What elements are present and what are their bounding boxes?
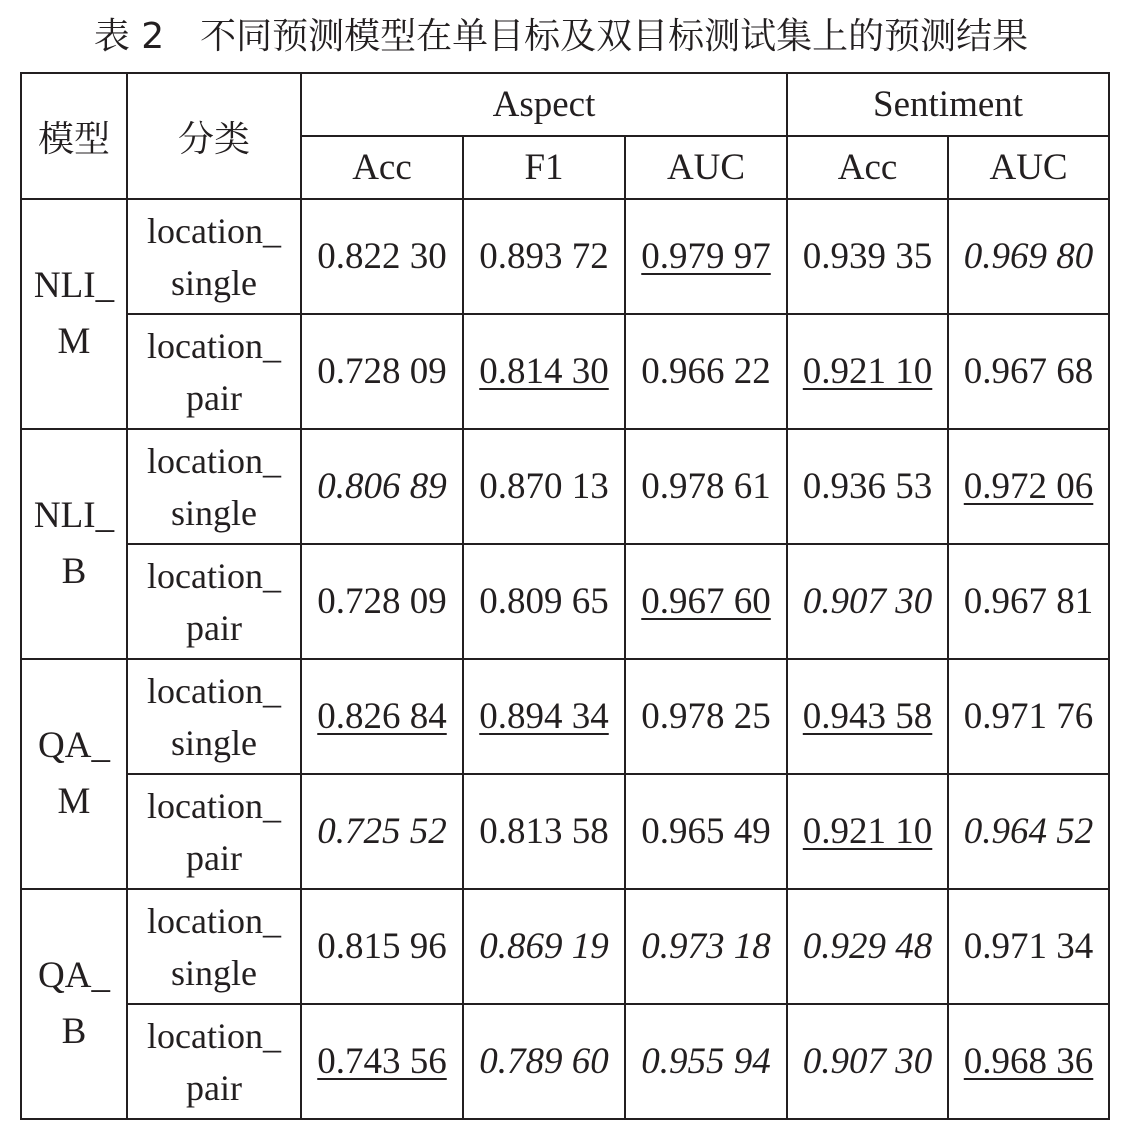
metric-value: 0.822 30 bbox=[317, 236, 447, 277]
category-line2: single bbox=[171, 722, 257, 763]
table-number: 表 2 bbox=[93, 16, 165, 57]
metric-value: 0.978 25 bbox=[641, 696, 771, 737]
value-cell bbox=[301, 774, 463, 889]
value-cell bbox=[625, 429, 787, 544]
metric-value: 0.967 60 bbox=[641, 581, 771, 622]
value-cell bbox=[948, 1004, 1109, 1119]
table-row bbox=[21, 199, 1109, 314]
category-cell bbox=[127, 544, 301, 659]
category-line1: location_ bbox=[147, 210, 281, 251]
results-table bbox=[20, 72, 1110, 1120]
category-cell bbox=[127, 659, 301, 774]
value-cell bbox=[948, 314, 1109, 429]
model-cell bbox=[21, 199, 127, 429]
metric-value: 0.964 52 bbox=[963, 811, 1094, 852]
category-cell bbox=[127, 314, 301, 429]
header-sentiment-auc: AUC bbox=[948, 136, 1109, 199]
metric-value: 0.813 58 bbox=[479, 811, 609, 852]
metric-value: 0.728 09 bbox=[317, 351, 447, 392]
table-row bbox=[21, 659, 1109, 774]
header-model: 模型 bbox=[21, 73, 127, 199]
value-cell bbox=[787, 774, 948, 889]
category-cell bbox=[127, 199, 301, 314]
model-cell bbox=[21, 429, 127, 659]
metric-value: 0.789 60 bbox=[479, 1041, 609, 1082]
header-sentiment-acc: Acc bbox=[787, 136, 948, 199]
header-aspect-acc: Acc bbox=[301, 136, 463, 199]
metric-value: 0.907 30 bbox=[802, 581, 933, 622]
category-cell bbox=[127, 1004, 301, 1119]
category-cell bbox=[127, 774, 301, 889]
value-cell bbox=[787, 429, 948, 544]
metric-value: 0.968 36 bbox=[963, 1041, 1094, 1082]
table-title: 不同预测模型在单目标及双目标测试集上的预测结果 bbox=[200, 16, 1029, 57]
metric-value: 0.869 19 bbox=[479, 926, 609, 967]
metric-value: 0.978 61 bbox=[641, 466, 771, 507]
value-cell bbox=[625, 199, 787, 314]
metric-value: 0.971 34 bbox=[963, 926, 1094, 967]
metric-value: 0.870 13 bbox=[479, 466, 609, 507]
category-line1: location_ bbox=[147, 440, 281, 481]
model-name-line1: QA_ bbox=[38, 955, 110, 996]
value-cell bbox=[787, 199, 948, 314]
table-row bbox=[21, 1004, 1109, 1119]
value-cell bbox=[463, 889, 625, 1004]
metric-value: 0.973 18 bbox=[641, 926, 771, 967]
model-name-line1: NLI_ bbox=[33, 495, 115, 536]
metric-value: 0.969 80 bbox=[963, 236, 1094, 277]
table-row bbox=[21, 889, 1109, 1004]
header-row-1 bbox=[21, 73, 1109, 136]
value-cell bbox=[948, 774, 1109, 889]
header-aspect-auc: AUC bbox=[625, 136, 787, 199]
value-cell bbox=[463, 429, 625, 544]
value-cell bbox=[463, 659, 625, 774]
value-cell bbox=[463, 1004, 625, 1119]
value-cell bbox=[948, 889, 1109, 1004]
value-cell bbox=[625, 314, 787, 429]
value-cell bbox=[787, 1004, 948, 1119]
value-cell bbox=[463, 544, 625, 659]
metric-value: 0.967 81 bbox=[963, 581, 1094, 622]
table-caption bbox=[0, 8, 1122, 59]
value-cell bbox=[301, 199, 463, 314]
model-name-line1: QA_ bbox=[38, 725, 110, 766]
value-cell bbox=[463, 199, 625, 314]
header-aspect: Aspect bbox=[301, 73, 787, 136]
metric-value: 0.725 52 bbox=[317, 811, 447, 852]
metric-value: 0.972 06 bbox=[963, 466, 1094, 507]
category-line1: location_ bbox=[147, 1015, 281, 1056]
value-cell bbox=[948, 199, 1109, 314]
value-cell bbox=[625, 544, 787, 659]
table-row bbox=[21, 774, 1109, 889]
metric-value: 0.965 49 bbox=[641, 811, 771, 852]
metric-value: 0.815 96 bbox=[317, 926, 447, 967]
category-line2: pair bbox=[186, 1067, 242, 1108]
value-cell bbox=[625, 659, 787, 774]
category-line2: single bbox=[171, 262, 257, 303]
value-cell bbox=[787, 889, 948, 1004]
value-cell bbox=[301, 429, 463, 544]
category-line2: pair bbox=[186, 607, 242, 648]
metric-value: 0.967 68 bbox=[963, 351, 1094, 392]
value-cell bbox=[625, 1004, 787, 1119]
metric-value: 0.743 56 bbox=[317, 1041, 447, 1082]
value-cell bbox=[787, 659, 948, 774]
metric-value: 0.929 48 bbox=[802, 926, 933, 967]
value-cell bbox=[301, 889, 463, 1004]
category-line1: location_ bbox=[147, 555, 281, 596]
value-cell bbox=[301, 544, 463, 659]
metric-value: 0.814 30 bbox=[479, 351, 609, 392]
table-row bbox=[21, 429, 1109, 544]
model-name-line2: M bbox=[57, 781, 91, 822]
metric-value: 0.966 22 bbox=[641, 351, 771, 392]
header-aspect-f1: F1 bbox=[463, 136, 625, 199]
model-name-line2: B bbox=[61, 551, 87, 592]
metric-value: 0.826 84 bbox=[317, 696, 447, 737]
category-line2: single bbox=[171, 952, 257, 993]
category-line1: location_ bbox=[147, 900, 281, 941]
metric-value: 0.893 72 bbox=[479, 236, 609, 277]
value-cell bbox=[463, 774, 625, 889]
model-name-line2: M bbox=[57, 321, 91, 362]
value-cell bbox=[301, 659, 463, 774]
value-cell bbox=[625, 774, 787, 889]
metric-value: 0.979 97 bbox=[641, 236, 771, 277]
metric-value: 0.894 34 bbox=[479, 696, 609, 737]
category-line1: location_ bbox=[147, 785, 281, 826]
metric-value: 0.943 58 bbox=[802, 696, 933, 737]
header-sentiment: Sentiment bbox=[787, 73, 1109, 136]
category-cell bbox=[127, 889, 301, 1004]
model-name-line1: NLI_ bbox=[33, 265, 115, 306]
category-line1: location_ bbox=[147, 670, 281, 711]
metric-value: 0.955 94 bbox=[641, 1041, 771, 1082]
metric-value: 0.921 10 bbox=[802, 811, 933, 852]
category-line2: pair bbox=[186, 377, 242, 418]
value-cell bbox=[948, 659, 1109, 774]
category-line2: single bbox=[171, 492, 257, 533]
value-cell bbox=[463, 314, 625, 429]
category-line2: pair bbox=[186, 837, 242, 878]
model-cell bbox=[21, 659, 127, 889]
metric-value: 0.809 65 bbox=[479, 581, 609, 622]
metric-value: 0.921 10 bbox=[802, 351, 933, 392]
metric-value: 0.936 53 bbox=[802, 466, 933, 507]
category-line1: location_ bbox=[147, 325, 281, 366]
metric-value: 0.728 09 bbox=[317, 581, 447, 622]
header-category: 分类 bbox=[127, 73, 301, 199]
metric-value: 0.907 30 bbox=[802, 1041, 933, 1082]
value-cell bbox=[948, 544, 1109, 659]
table-row bbox=[21, 544, 1109, 659]
value-cell bbox=[625, 889, 787, 1004]
value-cell bbox=[301, 1004, 463, 1119]
model-name-line2: B bbox=[61, 1011, 87, 1052]
metric-value: 0.939 35 bbox=[802, 236, 933, 277]
metric-value: 0.806 89 bbox=[317, 466, 447, 507]
value-cell bbox=[787, 544, 948, 659]
value-cell bbox=[787, 314, 948, 429]
category-cell bbox=[127, 429, 301, 544]
value-cell bbox=[301, 314, 463, 429]
metric-value: 0.971 76 bbox=[963, 696, 1094, 737]
model-cell bbox=[21, 889, 127, 1119]
value-cell bbox=[948, 429, 1109, 544]
table-row bbox=[21, 314, 1109, 429]
